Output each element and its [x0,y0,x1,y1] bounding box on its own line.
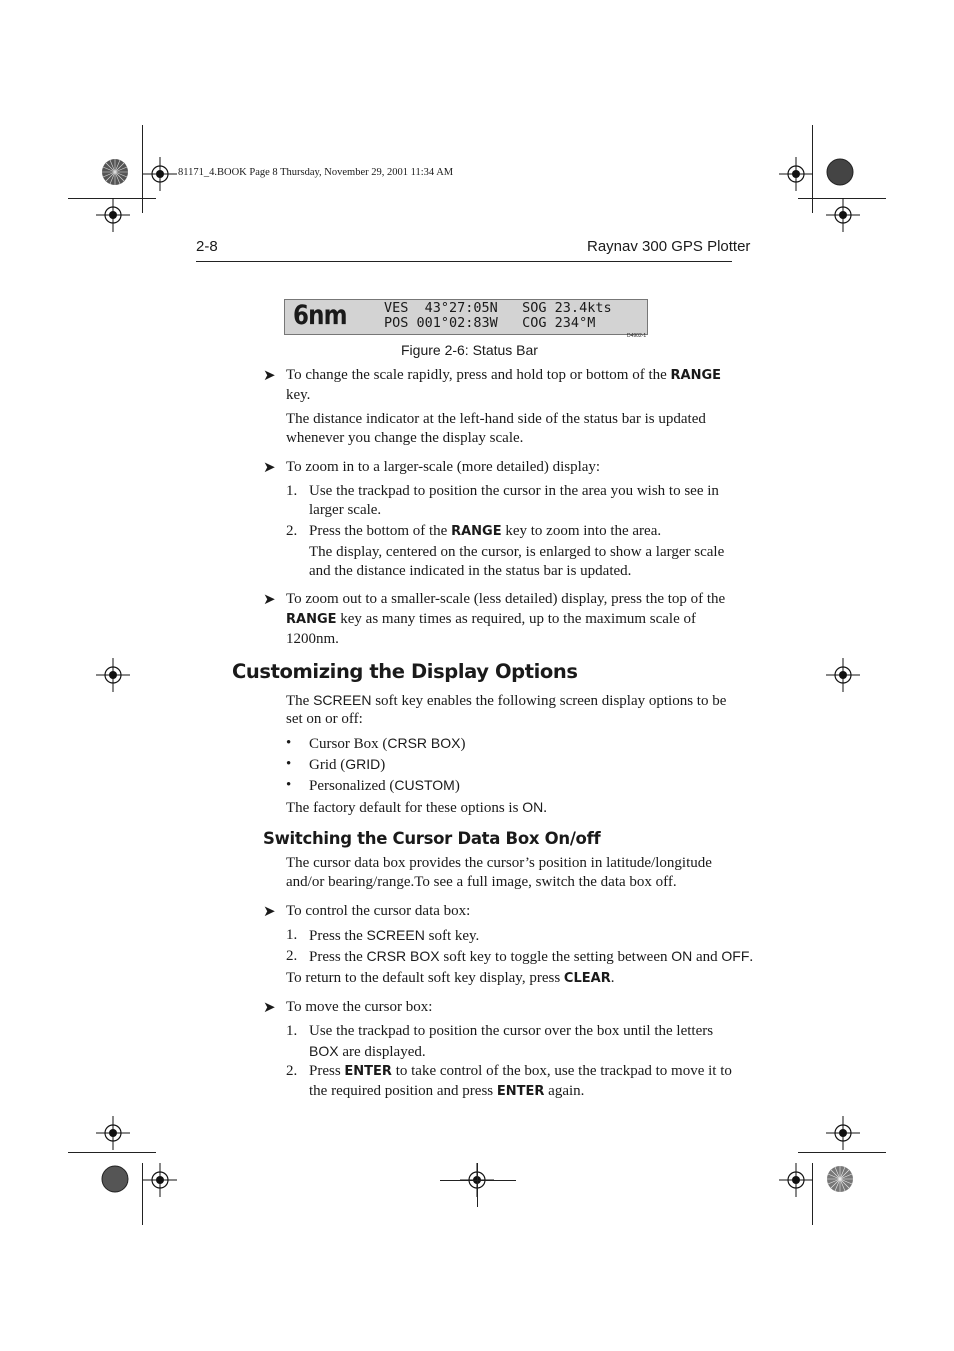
step-number: 1. [286,927,298,943]
clear-key: CLEAR [563,971,611,986]
registration-target-icon [143,1163,177,1197]
section-heading: Customizing the Display Options [232,660,578,683]
step-number: 1. [286,483,298,499]
page-number: 2-8 [196,238,218,255]
range-key: RANGE [286,612,337,627]
step-text: BOX are displayed. [309,1043,426,1060]
paragraph: To zoom in to a larger-scale (more detailed) display: [286,459,601,475]
paragraph: RANGE key as many times as required, up to the maximum scale of [286,611,697,627]
list-item: Personalized (CUSTOM) [309,777,460,794]
bullet-icon: • [286,735,292,751]
paragraph: key. [286,387,311,403]
step-text: and the distance indicated in the status bar is updated. [309,563,632,579]
softkey-label: SCREEN [313,692,372,708]
list-item: Cursor Box (CRSR BOX) [309,735,466,752]
step-number: 1. [286,1023,298,1039]
step-text: Use the trackpad to position the cursor over the box until the letters [309,1023,714,1039]
registration-target-icon [826,198,860,232]
paragraph: To return to the default soft key display, press CLEAR. [286,970,615,986]
paragraph: The factory default for these options is ON. [286,799,547,816]
step-number: 2. [286,1063,298,1079]
arrow-bullet-icon: ➤ [263,998,276,1016]
enter-key: ENTER [344,1064,392,1079]
status-bar-figure [284,299,648,335]
arrow-bullet-icon: ➤ [263,590,276,608]
arrow-bullet-icon: ➤ [263,458,276,476]
registration-target-icon [96,198,130,232]
color-starburst-icon [826,158,854,186]
registration-target-icon [826,1116,860,1150]
paragraph: To zoom out to a smaller-scale (less detailed) display, press the top of the [286,591,726,607]
arrow-bullet-icon: ➤ [263,366,276,384]
registration-target-icon [826,658,860,692]
step-text: Use the trackpad to position the cursor in the area you wish to see in [309,483,719,499]
paragraph: The SCREEN soft key enables the following screen display options to be [286,692,727,709]
paragraph: The distance indicator at the left-hand side of the status bar is updated [286,411,706,427]
step-text: larger scale. [309,502,382,518]
registration-target-icon [779,157,813,191]
subsection-heading: Switching the Cursor Data Box On/off [263,829,601,848]
step-text: The display, centered on the cursor, is enlarged to show a larger scale [309,544,725,560]
figure-id: D4902-1 [627,333,647,339]
list-item: Grid (GRID) [309,756,386,773]
step-number: 2. [286,948,298,964]
paragraph: whenever you change the display scale. [286,430,524,446]
arrow-bullet-icon: ➤ [263,902,276,920]
step-text: Press ENTER to take control of the box, use the trackpad to move it to [309,1063,732,1079]
color-starburst-icon [101,158,129,186]
bullet-icon: • [286,756,292,772]
paragraph: To move the cursor box: [286,999,433,1015]
paragraph: The cursor data box provides the cursor’s position in latitude/longitude [286,855,712,871]
step-text: the required position and press ENTER again. [309,1083,585,1099]
step-text: Press the SCREEN soft key. [309,927,480,944]
enter-key: ENTER [496,1084,545,1099]
color-starburst-icon [101,1165,129,1193]
registration-target-icon [143,157,177,191]
running-header-title: Raynav 300 GPS Plotter [587,238,751,255]
step-number: 2. [286,523,298,539]
bullet-icon: • [286,777,292,793]
registration-target-icon [96,658,130,692]
registration-target-icon [96,1116,130,1150]
status-row-1: VES 43°27:05N SOG 23.4kts [384,300,612,316]
registration-target-icon [779,1163,813,1197]
status-row-2: POS 001°02:83W COG 234°M [384,315,596,331]
print-slug: 81171_4.BOOK Page 8 Thursday, November 29, 2001 11:34 AM [178,167,454,178]
range-key: RANGE [451,524,502,539]
paragraph: and/or bearing/range.To see a full image, switch the data box off. [286,874,677,890]
step-text: Press the CRSR BOX soft key to toggle the setting between ON and OFF. [309,948,754,965]
range-indicator: 6nm [293,300,347,331]
paragraph: To control the cursor data box: [286,903,471,919]
color-starburst-icon [826,1165,854,1193]
figure-caption: Figure 2-6: Status Bar [401,342,538,358]
range-key: RANGE [670,368,722,383]
paragraph: set on or off: [286,711,363,727]
header-rule [196,261,732,262]
step-text: Press the bottom of the RANGE key to zoom into the area. [309,523,662,539]
paragraph: To change the scale rapidly, press and hold top or bottom of the RANGE [286,367,722,383]
paragraph: 1200nm. [286,631,339,647]
